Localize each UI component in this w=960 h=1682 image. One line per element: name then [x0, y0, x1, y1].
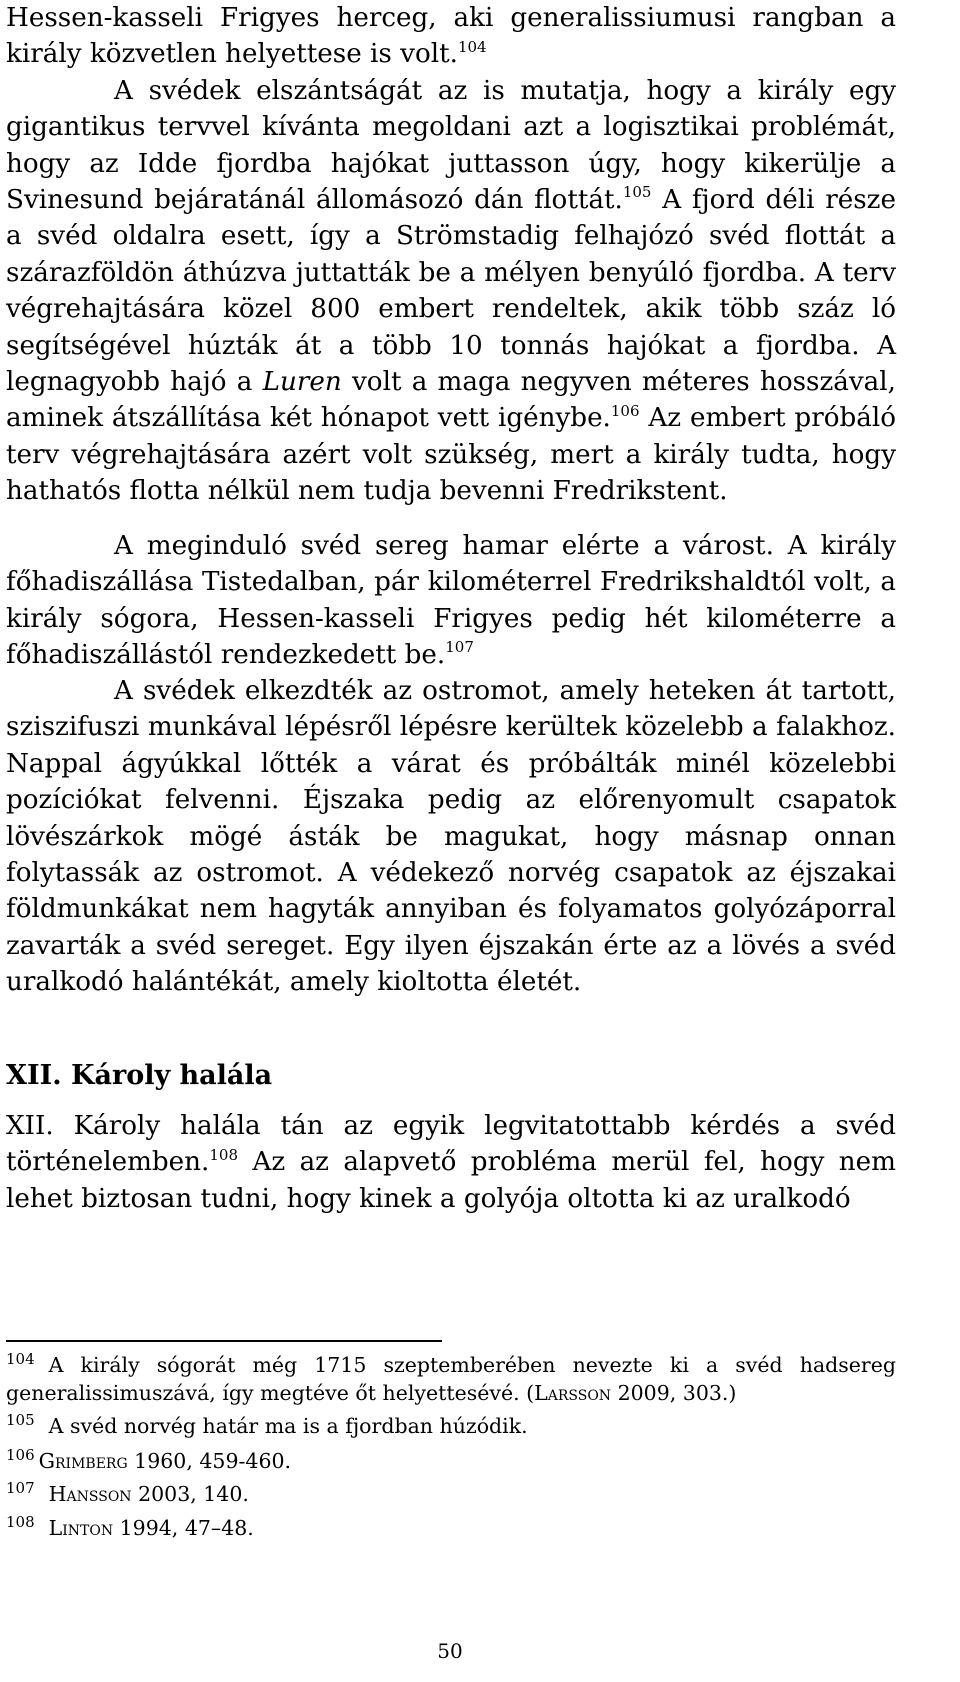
- footnote-ref-106[interactable]: 106: [610, 401, 640, 420]
- footnote-author: Linton: [48, 1516, 114, 1540]
- footnote-number: 107: [6, 1479, 35, 1498]
- paragraph-2-text-c: volt a maga negyven méteres hosszával, aminek átszállítása két hónapot vett igénybe.: [6, 367, 896, 434]
- footnote-106: [6, 1448, 896, 1476]
- paragraph-1-text: Hessen-kasseli Frigyes herceg, aki generalissiumusi rangban a király közvetlen helyettese is volt.: [6, 3, 896, 70]
- footnote-105: [6, 1413, 896, 1441]
- footnote-ref-104[interactable]: 104: [457, 37, 487, 56]
- paragraph-2-text-d: Az embert próbáló terv végrehajtására azért volt szükség, mert a király tudta, hogy hathatós flotta nélkül nem tudja bevenni Fredrikstent.: [6, 403, 896, 507]
- footnote-number: 104: [6, 1350, 35, 1369]
- footnote-citation: 2009, 303.): [611, 1380, 737, 1405]
- paragraph-1: [6, 0, 896, 73]
- paragraph-5-text-a: XII. Károly halála tán az egyik legvitatottabb kérdés a svéd történelemben.: [6, 1111, 896, 1178]
- paragraph-2: [6, 73, 896, 510]
- footnote-107: [6, 1481, 896, 1509]
- footnote-108: [6, 1515, 896, 1543]
- paragraph-5: [6, 1108, 896, 1217]
- footnote-author: Larsson: [534, 1380, 612, 1405]
- footnote-citation: 1994, 47–48.: [113, 1516, 254, 1540]
- footnote-text: A király sógorát még 1715 szeptemberében nevezte ki a svéd hadsereg generalissimuszává, így megtéve őt helyettesévé. (: [6, 1353, 896, 1405]
- paragraph-4-text: A svédek elkezdték az ostromot, amely heteken át tartott, sziszifuszi munkával lépésről lépésre kerültek közelebb a falakhoz. Nappal ágyúkkal lőtték a várat és próbálták minél közelebbi pozíciókat felvenni. Éjszaka pedig az előrenyomult csapatok lövészárkok mögé ásták be magukat, hogy másnap onnan folytassák az ostromot. A védekező norvég csapatok az éjszakai földmunkákat nem hagyták annyiban és folyamatos golyózáporral zavarták a svéd sereget. Egy ilyen éjszakán érte az a lövés a svéd uralkodó halántékát, amely kioltotta életét.: [6, 676, 896, 998]
- paragraph-2-text-b: A fjord déli része a svéd oldalra esett, így a Strömstadig felhajózó svéd flottát a szárazföldön áthúzva juttatták be a mélyen benyúló fjordba. A terv végrehajtására közel 800 embert rendeltek, akik több száz ló segítségével húzták át a több 10 tonnás hajókat a fjordba. A legnagyobb hajó a: [6, 185, 896, 398]
- section-heading: XII. Károly halála: [6, 1060, 273, 1091]
- ship-name: Luren: [262, 367, 342, 398]
- footnote-author: Grimberg: [38, 1449, 128, 1473]
- footnote-divider: [6, 1340, 442, 1342]
- footnote-author: Hansson: [48, 1482, 132, 1506]
- footnote-ref-107[interactable]: 107: [445, 638, 474, 657]
- footnote-citation: 1960, 459-460.: [127, 1449, 292, 1473]
- footnote-number: 108: [6, 1513, 35, 1532]
- page-number: 50: [437, 1639, 463, 1663]
- footnote-citation: 2003, 140.: [131, 1482, 249, 1506]
- footnote-number: 105: [6, 1411, 35, 1430]
- paragraph-4: [6, 673, 896, 1001]
- paragraph-3: [6, 528, 896, 674]
- footnote-text: A svéd norvég határ ma is a fjordban húzódik.: [48, 1414, 528, 1438]
- paragraph-5-text-b: Az az alapvető probléma merül fel, hogy nem lehet biztosan tudni, hogy kinek a golyója oltotta ki az uralkodó: [6, 1147, 896, 1214]
- footnote-ref-105[interactable]: 105: [622, 183, 652, 202]
- paragraph-2-text-a: A svédek elszántságát az is mutatja, hogy a király egy gigantikus tervvel kívánta megoldani azt a logisztikai problémát, hogy az Idde fjordba hajókat juttasson úgy, hogy kikerülje a Svinesund bejáratánál állomásozó dán flottát.: [6, 75, 896, 216]
- paragraph-3-text: A meginduló svéd sereg hamar elérte a várost. A király főhadiszállása Tistedalban, pár kilométerrel Fredrikshaldtól volt, a király sógora, Hessen-kasseli Frigyes pedig hét kilométerre a főhadiszállástól rendezkedett be.: [6, 531, 896, 671]
- footnote-ref-108[interactable]: 108: [209, 1145, 238, 1164]
- footnote-number: 106: [6, 1446, 35, 1465]
- footnote-104: [6, 1352, 896, 1407]
